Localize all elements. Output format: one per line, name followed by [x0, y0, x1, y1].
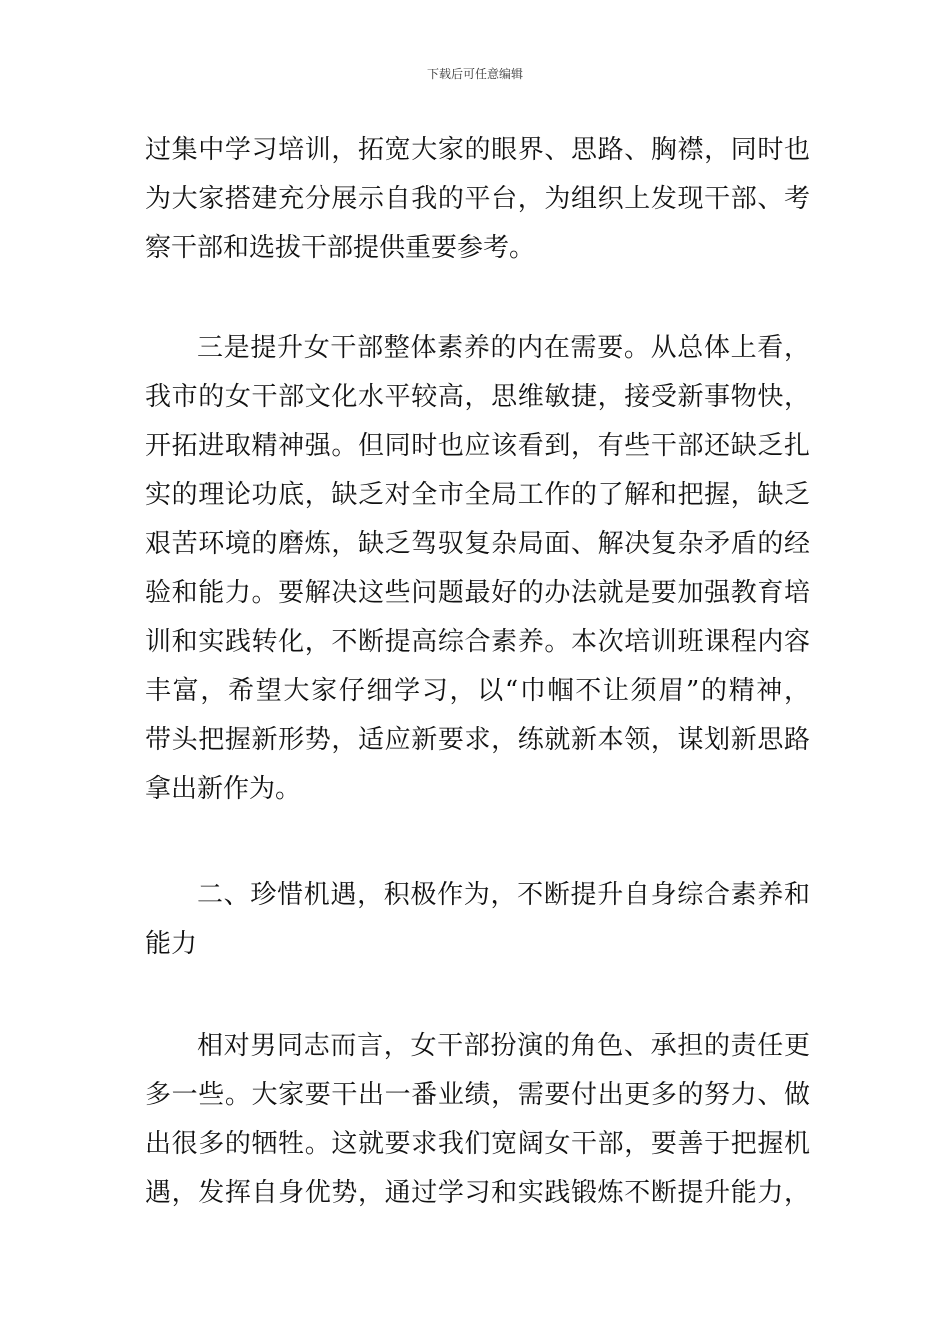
paragraph-line: 带头把握新形势，适应新要求，练就新本领，谋划新思路: [145, 725, 810, 755]
paragraph-line: 为大家搭建充分展示自我的平台，为组织上发现干部、考: [145, 184, 810, 214]
paragraph-line: 训和实践转化，不断提高综合素养。本次培训班课程内容: [145, 627, 810, 657]
paragraph-line: 察干部和选拔干部提供重要参考。: [145, 233, 536, 263]
paragraph-line: 三是提升女干部整体素养的内在需要。从总体上看，: [197, 333, 810, 363]
paragraph-line: 多一些。大家要干出一番业绩，需要付出更多的努力、做: [145, 1080, 810, 1110]
paragraph-line: 出很多的牺牲。这就要求我们宽阔女干部，要善于把握机: [145, 1129, 810, 1159]
paragraph-line: 验和能力。要解决这些问题最好的办法就是要加强教育培: [145, 578, 810, 608]
paragraph-line: 开拓进取精神强。但同时也应该看到，有些干部还缺乏扎: [145, 431, 810, 461]
paragraph-line: 拿出新作为。: [145, 774, 302, 804]
paragraph-1: [145, 126, 810, 273]
paragraph-line: 实的理论功底，缺乏对全市全局工作的了解和把握，缺乏: [145, 480, 810, 510]
section-heading: [145, 871, 810, 969]
paragraph-3: [145, 1022, 810, 1218]
page-header: 下载后可任意编辑: [426, 67, 523, 81]
section-heading-line: 二、珍惜机遇，积极作为，不断提升自身综合素养和: [197, 880, 810, 910]
paragraph-line: 丰富，希望大家仔细学习，以“巾帼不让须眉”的精神，: [145, 676, 810, 706]
paragraph-line: 我市的女干部文化水平较高，思维敏捷，接受新事物快，: [145, 382, 810, 412]
paragraph-line: 过集中学习培训，拓宽大家的眼界、思路、胸襟，同时也: [145, 135, 810, 165]
paragraph-line: 相对男同志而言，女干部扮演的角色、承担的责任更: [197, 1031, 810, 1061]
paragraph-line: 艰苦环境的磨炼，缺乏驾驭复杂局面、解决复杂矛盾的经: [145, 529, 810, 559]
paragraph-line: 遇，发挥自身优势，通过学习和实践锻炼不断提升能力，: [145, 1178, 810, 1208]
paragraph-2: [145, 324, 810, 814]
section-heading-line: 能力: [145, 929, 198, 959]
